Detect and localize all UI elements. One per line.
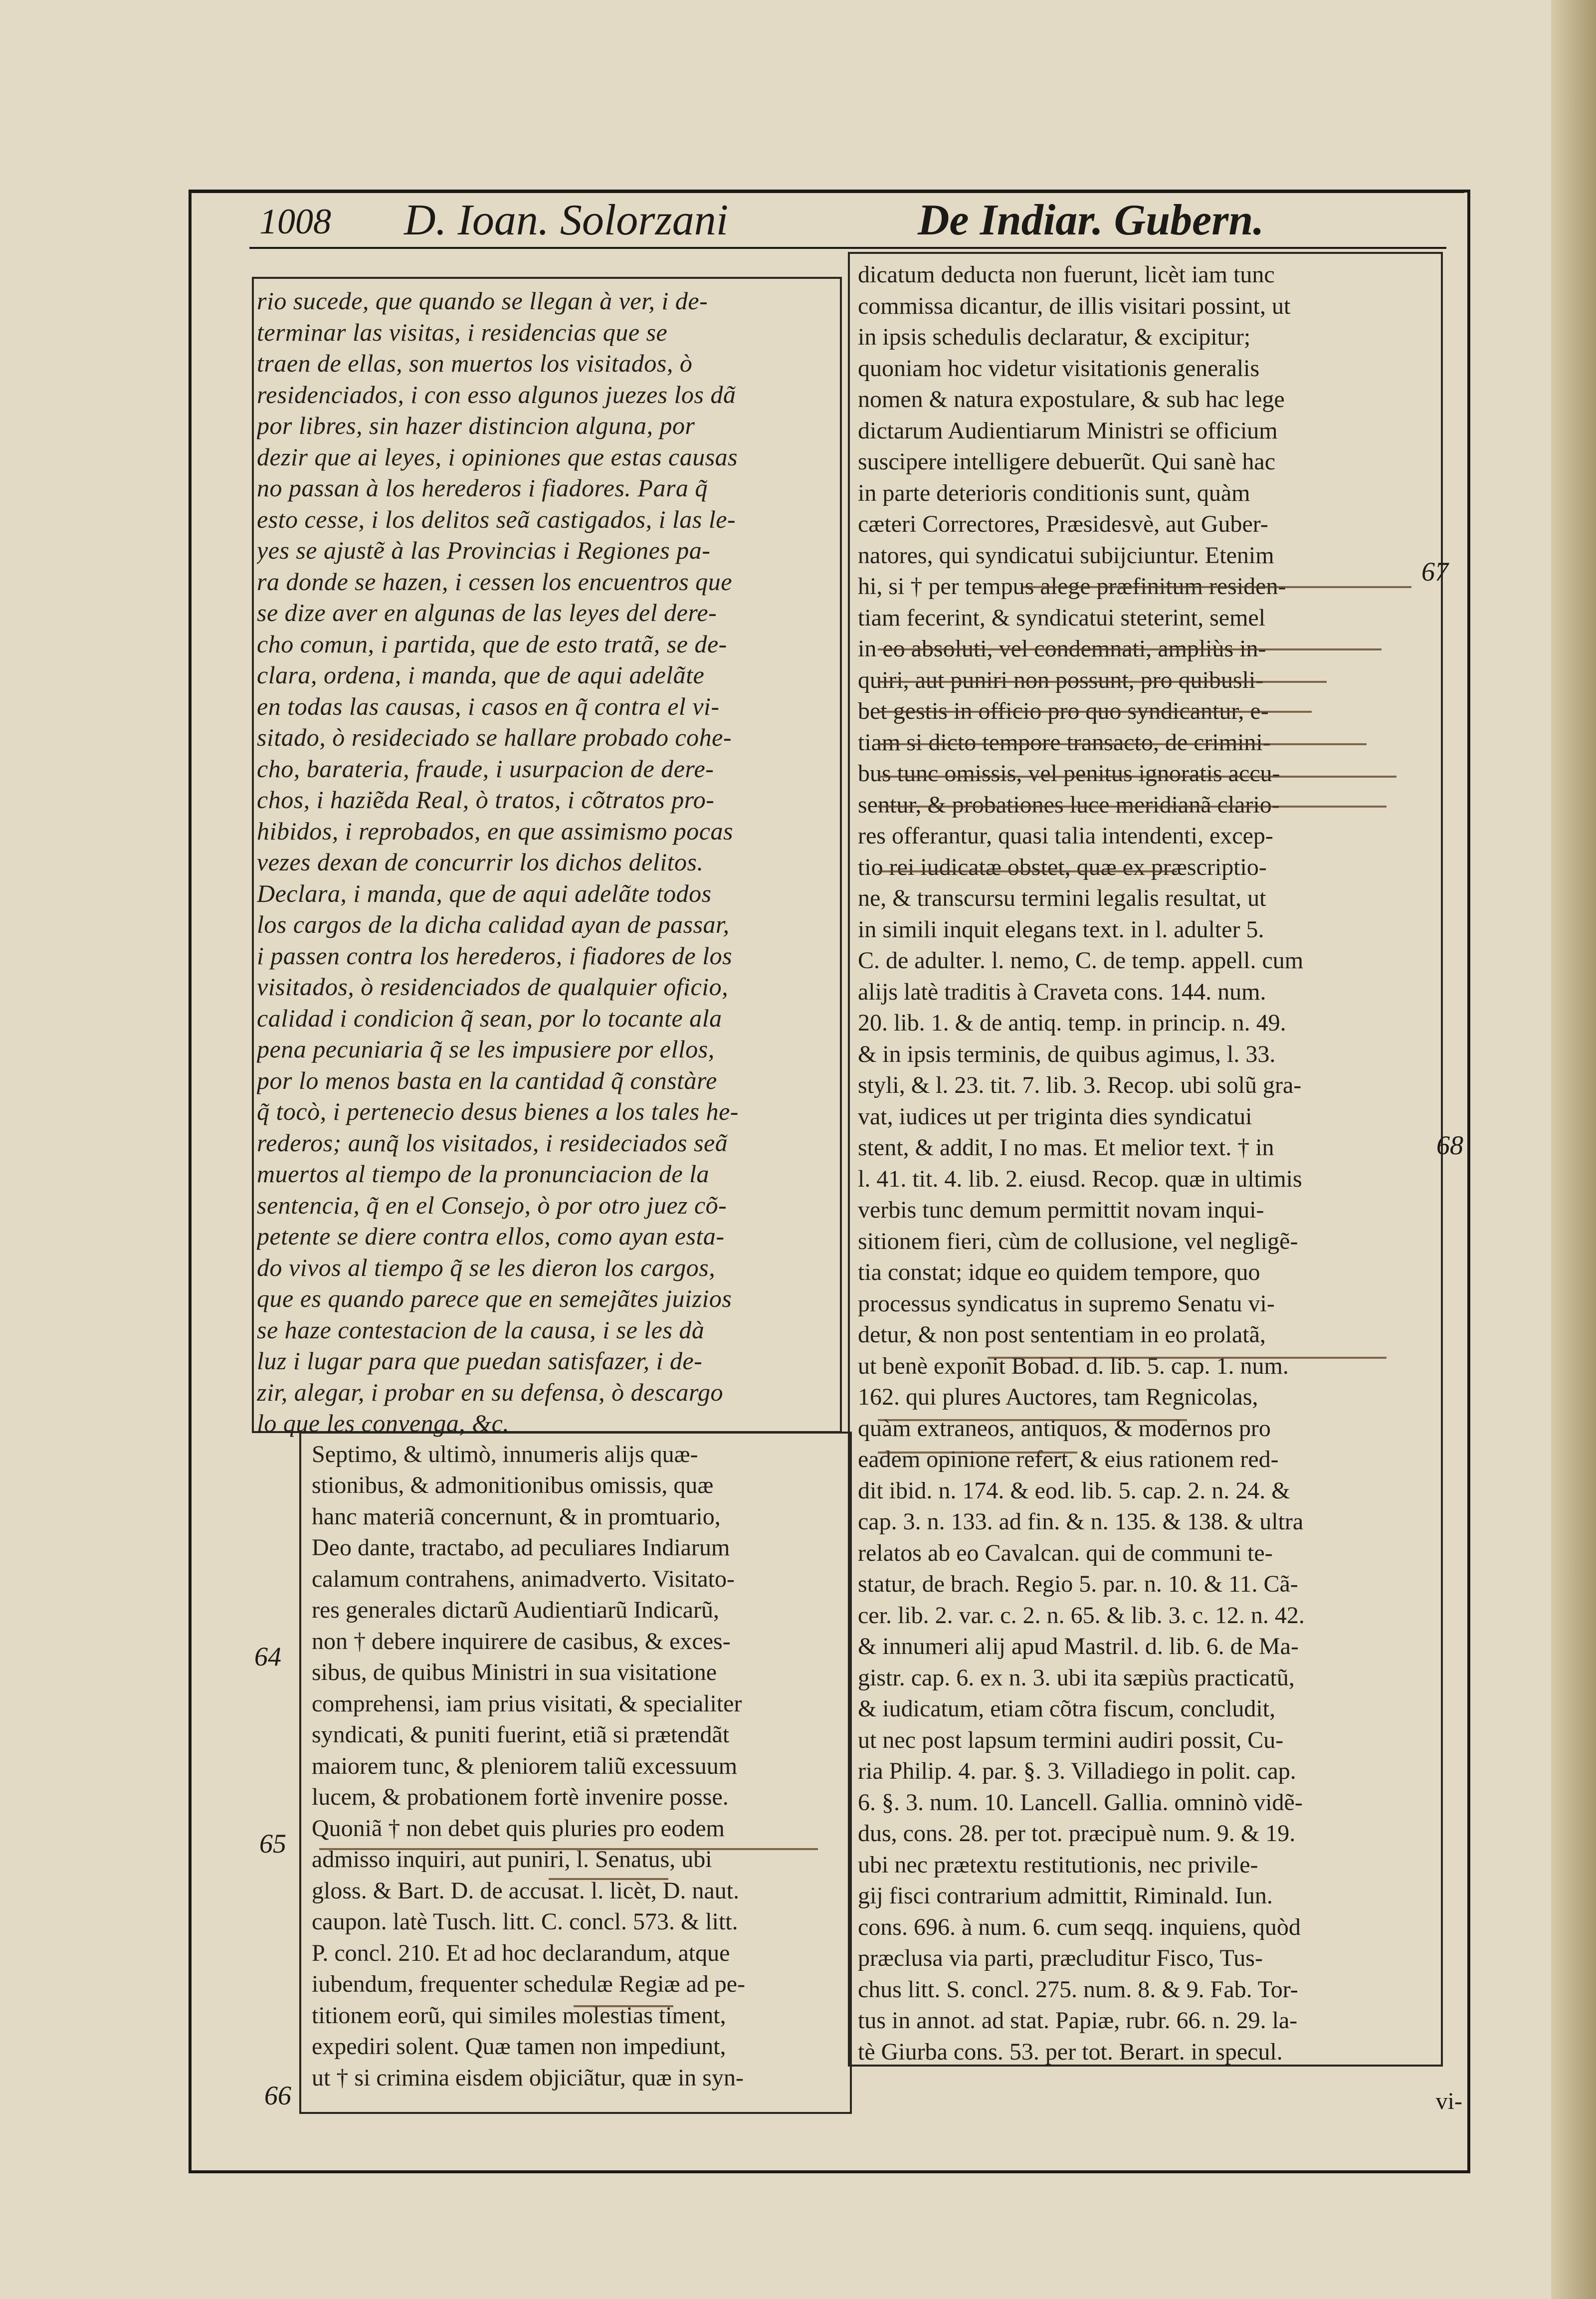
text-line: syndicati, & puniti fuerint, etiã si prætendãt [312, 1721, 730, 1748]
text-line: yes se ajustẽ à las Provincias i Regiones pa- [257, 536, 711, 564]
margin-number-67: 67 [1421, 557, 1448, 587]
manuscript-underline [878, 743, 1367, 745]
text-line: ria Philip. 4. par. §. 3. Villadiego in polit. cap. [858, 1758, 1296, 1784]
text-line: rederos; aunq̃ los visitados, i resideciados seã [257, 1128, 728, 1157]
text-line: ra donde se hazen, i cessen los encuentros que [257, 567, 732, 596]
text-line: dicatum deducta non fuerunt, licèt iam tunc [858, 261, 1275, 288]
text-line: los cargos de la dicha calidad ayan de passar, [257, 910, 730, 938]
text-line: Quoniã † non debet quis pluries pro eodem [312, 1815, 725, 1842]
text-line: stent, & addit, I no mas. Et melior text. † in [858, 1134, 1274, 1161]
text-line: residenciados, i con esso algunos juezes los dã [257, 380, 736, 409]
manuscript-underline [549, 1878, 668, 1880]
text-line: chos, i haziẽda Real, ò tratos, i cõtratos pro- [257, 786, 715, 814]
page-edge-shadow [1551, 0, 1596, 2299]
text-line: Declara, i manda, que de aqui adelãte todos [257, 879, 712, 907]
text-line: tiam fecerint, & syndicatui steterint, semel [858, 604, 1266, 631]
text-line: sentur, & probationes luce meridianã clario- [858, 791, 1280, 818]
text-line: in simili inquit elegans text. in l. adulter 5. [858, 916, 1264, 943]
text-line: in ipsis schedulis declaratur, & excipitur; [858, 324, 1251, 350]
text-line: sitado, ò resideciado se hallare probado cohe- [257, 723, 732, 751]
manuscript-underline [988, 1357, 1387, 1359]
text-line: comprehensi, iam prius visitati, & specialiter [312, 1690, 742, 1717]
running-head [200, 192, 1456, 247]
text-line: vezes dexan de concurrir los dichos delitos. [257, 848, 704, 876]
text-line: petente se diere contra ellos, como ayan esta- [257, 1222, 725, 1250]
text-line: iubendum, frequenter schedulæ Regiæ ad pe- [312, 1971, 746, 1997]
right-column [858, 259, 1436, 2115]
text-line: expediri solent. Quæ tamen non impediunt, [312, 2033, 726, 2060]
text-line: tio rei iudicatæ obstet, quæ ex præscriptio- [858, 853, 1267, 880]
text-line: sitionem fieri, cùm de collusione, vel negligẽ- [858, 1228, 1298, 1254]
text-line: ubi nec prætextu restitutionis, nec privile- [858, 1851, 1258, 1878]
text-line: Septimo, & ultimò, innumeris alijs quæ- [312, 1441, 698, 1467]
left-column [257, 254, 838, 2110]
text-line: lucem, & probationem fortè invenire posse. [312, 1784, 729, 1810]
text-line: hi, si † per tempus alege præfinitum residen- [858, 573, 1286, 600]
text-line: vat, iudices ut per triginta dies syndicatui [858, 1103, 1252, 1130]
manuscript-underline [878, 870, 1177, 872]
manuscript-underline [878, 1419, 1187, 1421]
margin-number-64: 64 [254, 1642, 281, 1672]
text-line: tia constat; idque eo quidem tempore, quo [858, 1259, 1260, 1285]
margin-number-68: 68 [1436, 1130, 1463, 1160]
text-line: bet gestis in officio pro quo syndicantur, e- [858, 698, 1269, 724]
text-line: sibus, de quibus Ministri in sua visitatione [312, 1659, 717, 1685]
text-line: q̃ tocò, i pertenecio desus bienes a los tales he- [257, 1097, 739, 1125]
text-line: Deo dante, tractabo, ad peculiares Indiarum [312, 1534, 730, 1561]
text-line: tus in annot. ad stat. Papiæ, rubr. 66. n. 29. la- [858, 2007, 1298, 2034]
text-line: ut benè exponit Bobad. d. lib. 5. cap. 1. num. [858, 1352, 1289, 1379]
text-line: quiri, aut puniri non possunt, pro quibusli- [858, 666, 1264, 693]
text-line: dictarum Audientiarum Ministri se officium [858, 417, 1278, 444]
text-line: quàm extraneos, antiquos, & modernos pro [858, 1415, 1271, 1442]
inner-rule [249, 247, 1446, 249]
manuscript-underline [878, 806, 1387, 808]
text-line: nomen & natura expostulare, & sub hac lege [858, 386, 1285, 413]
text-line: i passen contra los herederos, i fiadores de los [257, 941, 733, 970]
text-line: in eo absoluti, vel condemnati, ampliùs in- [858, 635, 1266, 662]
text-line: non † debere inquirere de casibus, & exces- [312, 1628, 731, 1655]
manuscript-underline [878, 1452, 1077, 1454]
text-line: 162. qui plures Auctores, tam Regnicolas, [858, 1384, 1258, 1410]
text-line: dus, cons. 28. per tot. præcipuè num. 9. & 19. [858, 1820, 1296, 1847]
text-line: calamum contrahens, animadverto. Visitato- [312, 1565, 735, 1592]
text-line: ne, & transcursu termini legalis resultat, ut [858, 885, 1266, 911]
text-line: eadem opinione refert, & eius rationem red- [858, 1446, 1279, 1472]
text-line: cer. lib. 2. var. c. 2. n. 65. & lib. 3. c. 12. n. 42. [858, 1602, 1305, 1629]
text-line: dit ibid. n. 174. & eod. lib. 5. cap. 2. n. 24. & [858, 1477, 1290, 1504]
text-line: se dize aver en algunas de las leyes del dere- [257, 599, 717, 627]
text-line: clara, ordena, i manda, que de aqui adelãte [257, 661, 705, 689]
text-line: relatos ab eo Cavalcan. qui de communi te- [858, 1539, 1273, 1566]
text-line: tè Giurba cons. 53. per tot. Berart. in specul. [858, 2038, 1283, 2065]
text-line: res offerantur, quasi talia intendenti, excep- [858, 823, 1273, 849]
text-line: terminar las visitas, i residencias que se [257, 318, 668, 346]
latin-commentary-left [312, 1439, 838, 2094]
text-line: muertos al tiempo de la pronunciacion de la [257, 1160, 710, 1188]
text-line: maiorem tunc, & pleniorem taliũ excessuum [312, 1752, 738, 1779]
text-line: natores, qui syndicatui subijciuntur. Etenim [858, 542, 1274, 569]
text-line: por libres, sin hazer distincion alguna, por [257, 412, 695, 439]
text-line: res generales dictarũ Audientiarũ Indicarũ, [312, 1597, 719, 1623]
text-line: en todas las causas, i casos en q̃ contra el vi- [257, 692, 720, 720]
text-line: statur, de brach. Regio 5. par. n. 10. & 11. Cã- [858, 1571, 1298, 1597]
text-line: cho, barateria, fraude, i usurpacion de dere- [257, 754, 714, 783]
text-line: detur, & non post sententiam in eo prolatã, [858, 1321, 1266, 1348]
text-line: suscipere intelligere debuerũt. Qui sanè hac [858, 448, 1275, 475]
text-line: verbis tunc demum permittit novam inqui- [858, 1197, 1264, 1223]
text-line: hanc materiã concernunt, & in promtuario, [312, 1503, 721, 1530]
text-line: gloss. & Bart. D. de accusat. l. licèt, D. naut. [312, 1877, 740, 1904]
text-line: ut † si crimina eisdem objiciãtur, quæ in syn- [312, 2064, 744, 2091]
text-line: admisso inquiri, aut puniri, l. Senatus, ubi [312, 1846, 712, 1873]
text-line: & innumeri alij apud Mastril. d. lib. 6. de Ma- [858, 1633, 1299, 1660]
text-line: cæteri Correctores, Præsidesvè, aut Guber- [858, 511, 1268, 537]
text-line: C. de adulter. l. nemo, C. de temp. appell. cum [858, 947, 1304, 974]
text-line: no passan à los herederos i fiadores. Para q̃ [257, 474, 708, 502]
text-line: pena pecuniaria q̃ se les impusiere por ellos, [257, 1035, 715, 1063]
manuscript-underline [878, 648, 1382, 650]
manuscript-underline [878, 776, 1396, 778]
text-line: P. concl. 210. Et ad hoc declarandum, atque [312, 1939, 730, 1966]
text-line: se haze contestacion de la causa, i se les dà [257, 1315, 705, 1344]
text-line: lo que les convenga, &c. [257, 1409, 510, 1437]
text-line: styli, & l. 23. tit. 7. lib. 3. Recop. ubi solũ gra- [858, 1072, 1302, 1098]
manuscript-underline [878, 681, 1327, 683]
text-line: 6. §. 3. num. 10. Lancell. Gallia. omninò vidẽ- [858, 1789, 1303, 1816]
catchword: vi- [1435, 2088, 1462, 2114]
manuscript-underline [319, 1848, 818, 1850]
text-line: bus tunc omissis, vel penitus ignoratis accu- [858, 760, 1280, 787]
text-line: caupon. latè Tusch. litt. C. concl. 573. & litt. [312, 1908, 738, 1935]
text-line: calidad i condicion q̃ sean, por lo tocante ala [257, 1004, 722, 1032]
text-line: hibidos, i reprobados, en que assimismo pocas [257, 817, 733, 845]
text-line: dezir que ai leyes, i opiniones que estas causas [257, 442, 738, 471]
text-line: ut nec post lapsum termini audiri possit, Cu- [858, 1726, 1284, 1753]
text-line: sentencia, q̃ en el Consejo, ò por otro juez cõ- [257, 1191, 727, 1219]
text-line: tiam si dicto tempore transacto, de crimini- [858, 729, 1271, 756]
text-line: & in ipsis terminis, de quibus agimus, l. 33. [858, 1041, 1276, 1067]
text-line: do vivos al tiempo q̃ se les dieron los cargos, [257, 1253, 716, 1281]
text-line: esto cesse, i los delitos seã castigados, i las le- [257, 505, 736, 533]
text-line: commissa dicantur, de illis visitari possint, ut [858, 292, 1291, 319]
text-line: cap. 3. n. 133. ad fin. & n. 135. & 138. & ultra [858, 1508, 1304, 1535]
text-line: quoniam hoc videtur visitationis generalis [858, 355, 1260, 382]
text-line: præclusa via parti, præcluditur Fisco, Tus- [858, 1945, 1263, 1971]
text-line: gistr. cap. 6. ex n. 3. ubi ita sæpiùs practicatũ, [858, 1664, 1295, 1691]
spanish-law-text [257, 285, 838, 1439]
text-line: traen de ellas, son muertos los visitados, ò [257, 349, 693, 377]
manuscript-underline [574, 2005, 673, 2007]
text-line: stionibus, & admonitionibus omissis, quæ [312, 1472, 714, 1498]
text-line: alijs latè traditis à Craveta cons. 144. num. [858, 978, 1266, 1005]
text-line: luz i lugar para que puedan satisfazer, i de- [257, 1347, 703, 1375]
text-line: in parte deterioris conditionis sunt, quàm [858, 479, 1250, 506]
manuscript-underline [1022, 586, 1411, 588]
running-head-title: De Indiar. Gubern. [918, 196, 1264, 244]
text-line: cons. 696. à num. 6. cum seqq. inquiens, quòd [858, 1913, 1301, 1940]
text-line: gij fisci contrarium admittit, Riminald. Iun. [858, 1882, 1273, 1909]
text-line: rio sucede, que quando se llegan à ver, i de- [257, 287, 708, 315]
text-line: zir, alegar, i probar en su defensa, ò descargo [257, 1378, 724, 1406]
text-line: l. 41. tit. 4. lib. 2. eiusd. Recop. quæ in ultimis [858, 1165, 1302, 1192]
manuscript-underline [878, 711, 1312, 713]
margin-number-65: 65 [259, 1829, 286, 1859]
text-line: chus litt. S. concl. 275. num. 8. & 9. Fab. Tor- [858, 1976, 1298, 2003]
text-line: cho comun, i partida, que de esto tratã, se de- [257, 629, 727, 658]
running-head-author: D. Ioan. Solorzani [404, 196, 729, 244]
text-line: visitados, ò residenciados de qualquier oficio, [257, 973, 729, 1001]
text-line: & iudicatum, etiam cõtra fiscum, concludit, [858, 1695, 1276, 1722]
text-line: que es quando parece que en semejãtes juizios [257, 1284, 732, 1312]
margin-number-66: 66 [264, 2081, 291, 2110]
text-line: 20. lib. 1. & de antiq. temp. in princip. n. 49. [858, 1010, 1286, 1036]
text-line: titionem eorũ, qui similes molestias timent, [312, 2002, 726, 2029]
folio-number: 1008 [259, 202, 331, 241]
text-line: por lo menos basta en la cantidad q̃ constàre [257, 1066, 717, 1094]
text-line: processus syndicatus in supremo Senatu vi- [858, 1290, 1275, 1317]
